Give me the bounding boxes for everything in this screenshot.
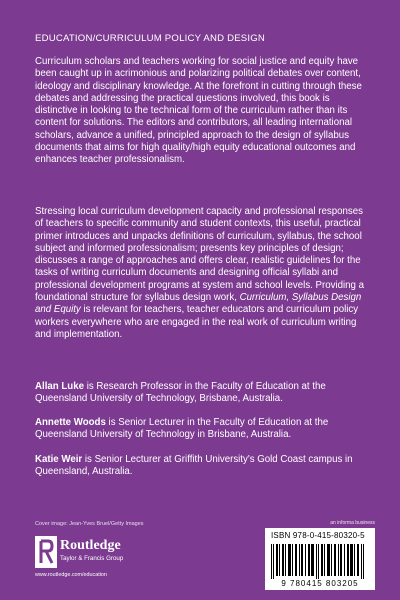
barcode-icon xyxy=(269,544,371,579)
routledge-logo-icon xyxy=(35,536,57,568)
author-name: Allan Luke xyxy=(35,381,84,392)
category-label: EDUCATION/CURRICULUM POLICY AND DESIGN xyxy=(35,33,266,44)
author-bio-text: is Research Professor in the Faculty of Education at the Queensland University of Technology, Brisbane, Australia. xyxy=(35,381,326,405)
book-title-italic: Curriculum, Syllabus Design and Equity xyxy=(35,292,362,316)
author-name: Katie Weir xyxy=(35,454,83,465)
publisher-logo xyxy=(35,536,165,576)
author-bio xyxy=(35,417,367,442)
isbn-label: ISBN 978-0-415-80320-5 xyxy=(271,531,365,540)
author-bio-text: is Senior Lecturer in the Faculty of Education at the Queensland University of Technology in Brisbane, Australia. xyxy=(35,417,329,441)
description-paragraph-1: Curriculum scholars and teachers working for social justice and equity have been caught up in acrimonious and polarizing political debates over content, ideology and disciplinary knowledge. At the forefront in cutting through these debates and addressing the practical questions involved, this book is distinctive in looking to the technical form of the curriculum rather than its content for solutions. The editors and contributors, all leading international scholars, advance a unified, principled approach to the design of syllabus documents that aims for high quality/high equity educational outcomes and enhances teacher professionalism. xyxy=(35,56,362,166)
paragraph-2-start: Stressing local curriculum development capacity and professional responses of teachers to specific community and student contexts, this useful, practical primer introduces and unpacks definitions of curriculum, syllabus, the school subject and informed professionalism; presents key principles of design; discusses a range of approaches and offers clear, realistic guidelines for the tasks of writing curriculum documents and designing official syllabi and professional development programs at system and school levels. Providing a foundational structure for syllabus design work, xyxy=(35,206,365,304)
publisher-subtitle: Taylor & Francis Group xyxy=(60,555,124,562)
publisher-name: Routledge xyxy=(60,538,121,553)
description-paragraph-2 xyxy=(35,206,367,341)
cover-image-credit: Cover image: Jean-Yves Bruel/Getty Images xyxy=(35,521,144,527)
barcode-box xyxy=(265,528,375,590)
barcode-digits: 9 780415 803205 xyxy=(281,579,359,588)
publisher-url: www.routledge.com/education xyxy=(35,572,107,578)
informa-label: an informa business xyxy=(330,520,375,526)
author-bio-text: is Senior Lecturer at Griffith University's Gold Coast campus in Queensland, Australia. xyxy=(35,454,353,478)
barcode-area xyxy=(265,520,375,590)
author-bio xyxy=(35,381,367,406)
paragraph-2-end: is relevant for teachers, teacher educators and curriculum policy workers everywhere who are engaged in the real work of curriculum writing and implementation. xyxy=(35,304,359,340)
author-name: Annette Woods xyxy=(35,417,106,428)
author-bio xyxy=(35,454,367,479)
